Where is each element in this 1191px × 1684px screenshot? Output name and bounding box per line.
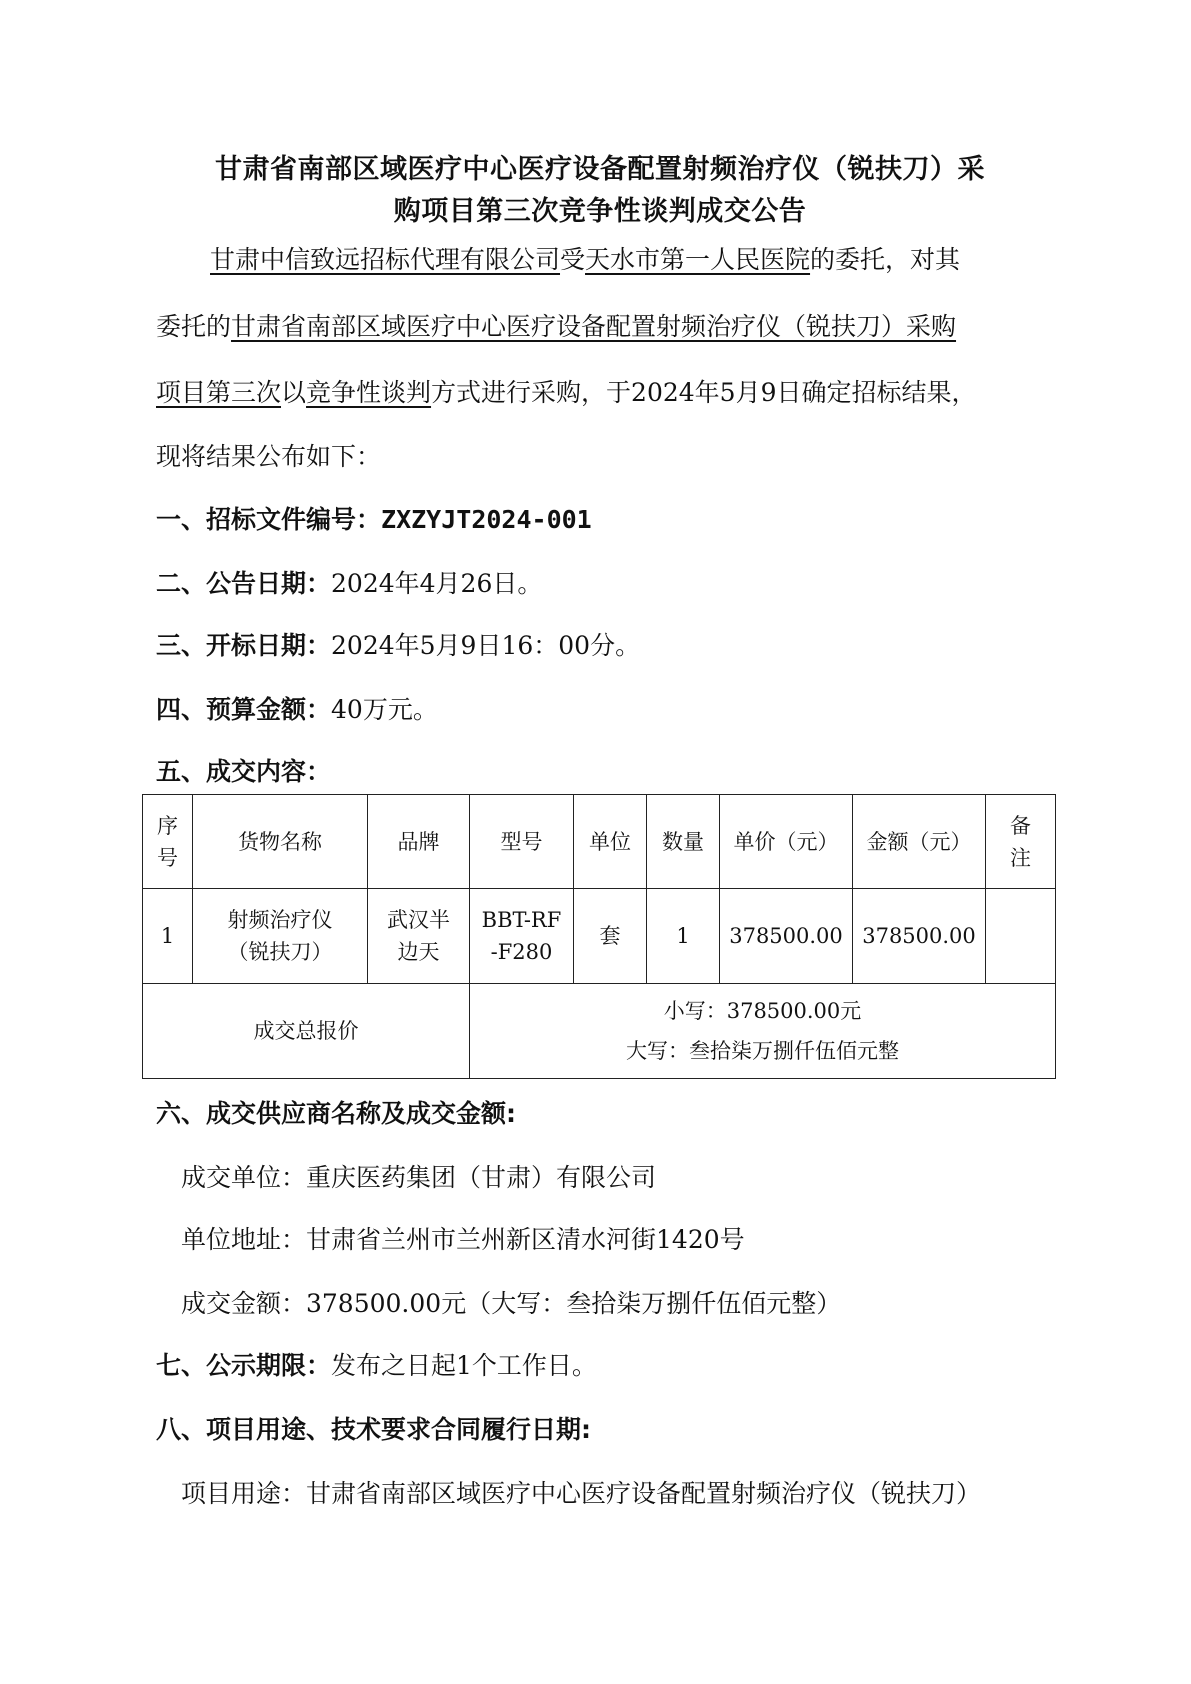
cell-amount: 378500.00 <box>853 889 986 984</box>
section-2 <box>156 568 542 600</box>
opening-date: 2024年5月9日16：00分。 <box>331 631 641 660</box>
section-5 <box>156 756 331 788</box>
winning-unit: 成交单位：重庆医药集团（甘肃）有限公司 <box>181 1163 657 1192</box>
section-8-label: 八、项目用途、技术要求合同履行日期: <box>156 1415 591 1444</box>
section-3-label: 三、开标日期： <box>156 631 332 660</box>
section-5-label: 五、成交内容： <box>156 757 332 786</box>
announce-date: 2024年4月26日。 <box>331 569 543 598</box>
intro-line-1: 甘肃中信致远招标代理有限公司受天水市第一人民医院的委托，对其 <box>210 245 961 274</box>
total-big: 大写：叁拾柒万捌仟伍佰元整 <box>626 1039 899 1063</box>
header-name: 货物名称 <box>193 795 368 889</box>
title-line-1: 甘肃省南部区域医疗中心医疗设备配置射频治疗仪（锐扶刀）采 <box>215 154 985 185</box>
table-total-row <box>143 984 1056 1079</box>
intro-line-2: 委托的甘肃省南部区域医疗中心医疗设备配置射频治疗仪（锐扶刀）采购 <box>156 312 957 341</box>
agency-name: 甘肃中信致远招标代理有限公司 <box>210 245 561 274</box>
header-unit: 单位 <box>574 795 647 889</box>
header-model: 型号 <box>470 795 574 889</box>
section-6 <box>156 1098 516 1130</box>
section-7-label: 七、公示期限： <box>156 1351 332 1380</box>
title-line-2: 购项目第三次竞争性谈判成交公告 <box>393 196 807 227</box>
cell-remark <box>986 889 1056 984</box>
cell-seq: 1 <box>143 889 193 984</box>
budget-amount: 40万元。 <box>331 695 438 724</box>
header-remark: 备 注 <box>986 795 1056 889</box>
section-3 <box>156 630 640 662</box>
project-name-cont: 项目第三次 <box>156 378 282 407</box>
intro-line-4: 现将结果公布如下： <box>156 442 382 471</box>
section-7 <box>156 1350 597 1382</box>
section-4 <box>156 694 438 726</box>
section-8 <box>156 1414 591 1446</box>
project-name: 甘肃省南部区域医疗中心医疗设备配置射频治疗仪（锐扶刀）采购 <box>231 312 957 341</box>
header-qty: 数量 <box>647 795 720 889</box>
total-small: 小写：378500.00元 <box>663 999 862 1023</box>
cell-model: BBT-RF -F280 <box>470 889 574 984</box>
section-1-label: 一、招标文件编号： <box>156 505 382 534</box>
header-amount: 金额（元） <box>853 795 986 889</box>
cell-unit: 套 <box>574 889 647 984</box>
purchaser-name: 天水市第一人民医院 <box>585 245 811 274</box>
header-brand: 品牌 <box>368 795 470 889</box>
section-2-label: 二、公告日期： <box>156 569 332 598</box>
section-1 <box>156 504 592 536</box>
cell-name: 射频治疗仪 （锐扶刀） <box>193 889 368 984</box>
table-header-row <box>143 795 1056 889</box>
project-usage: 项目用途：甘肃省南部区域医疗中心医疗设备配置射频治疗仪（锐扶刀） <box>181 1479 982 1508</box>
total-label: 成交总报价 <box>143 984 470 1079</box>
header-price: 单价（元） <box>720 795 853 889</box>
header-seq: 序 号 <box>143 795 193 889</box>
section-6-label: 六、成交供应商名称及成交金额: <box>156 1099 516 1128</box>
table-row <box>143 889 1056 984</box>
procurement-method: 竞争性谈判 <box>306 378 432 407</box>
deal-table <box>142 794 1056 1079</box>
publicity-period: 发布之日起1个工作日。 <box>331 1351 597 1380</box>
tender-number: ZXZYJT2024-001 <box>381 505 592 534</box>
cell-brand: 武汉半 边天 <box>368 889 470 984</box>
section-4-label: 四、预算金额： <box>156 695 332 724</box>
cell-qty: 1 <box>647 889 720 984</box>
winning-amount: 成交金额：378500.00元（大写：叁拾柒万捌仟伍佰元整） <box>181 1289 842 1318</box>
cell-price: 378500.00 <box>720 889 853 984</box>
total-values <box>470 984 1056 1079</box>
unit-address: 单位地址：甘肃省兰州市兰州新区清水河街1420号 <box>181 1225 745 1254</box>
intro-line-3: 项目第三次以竞争性谈判方式进行采购，于2024年5月9日确定招标结果， <box>156 378 977 407</box>
